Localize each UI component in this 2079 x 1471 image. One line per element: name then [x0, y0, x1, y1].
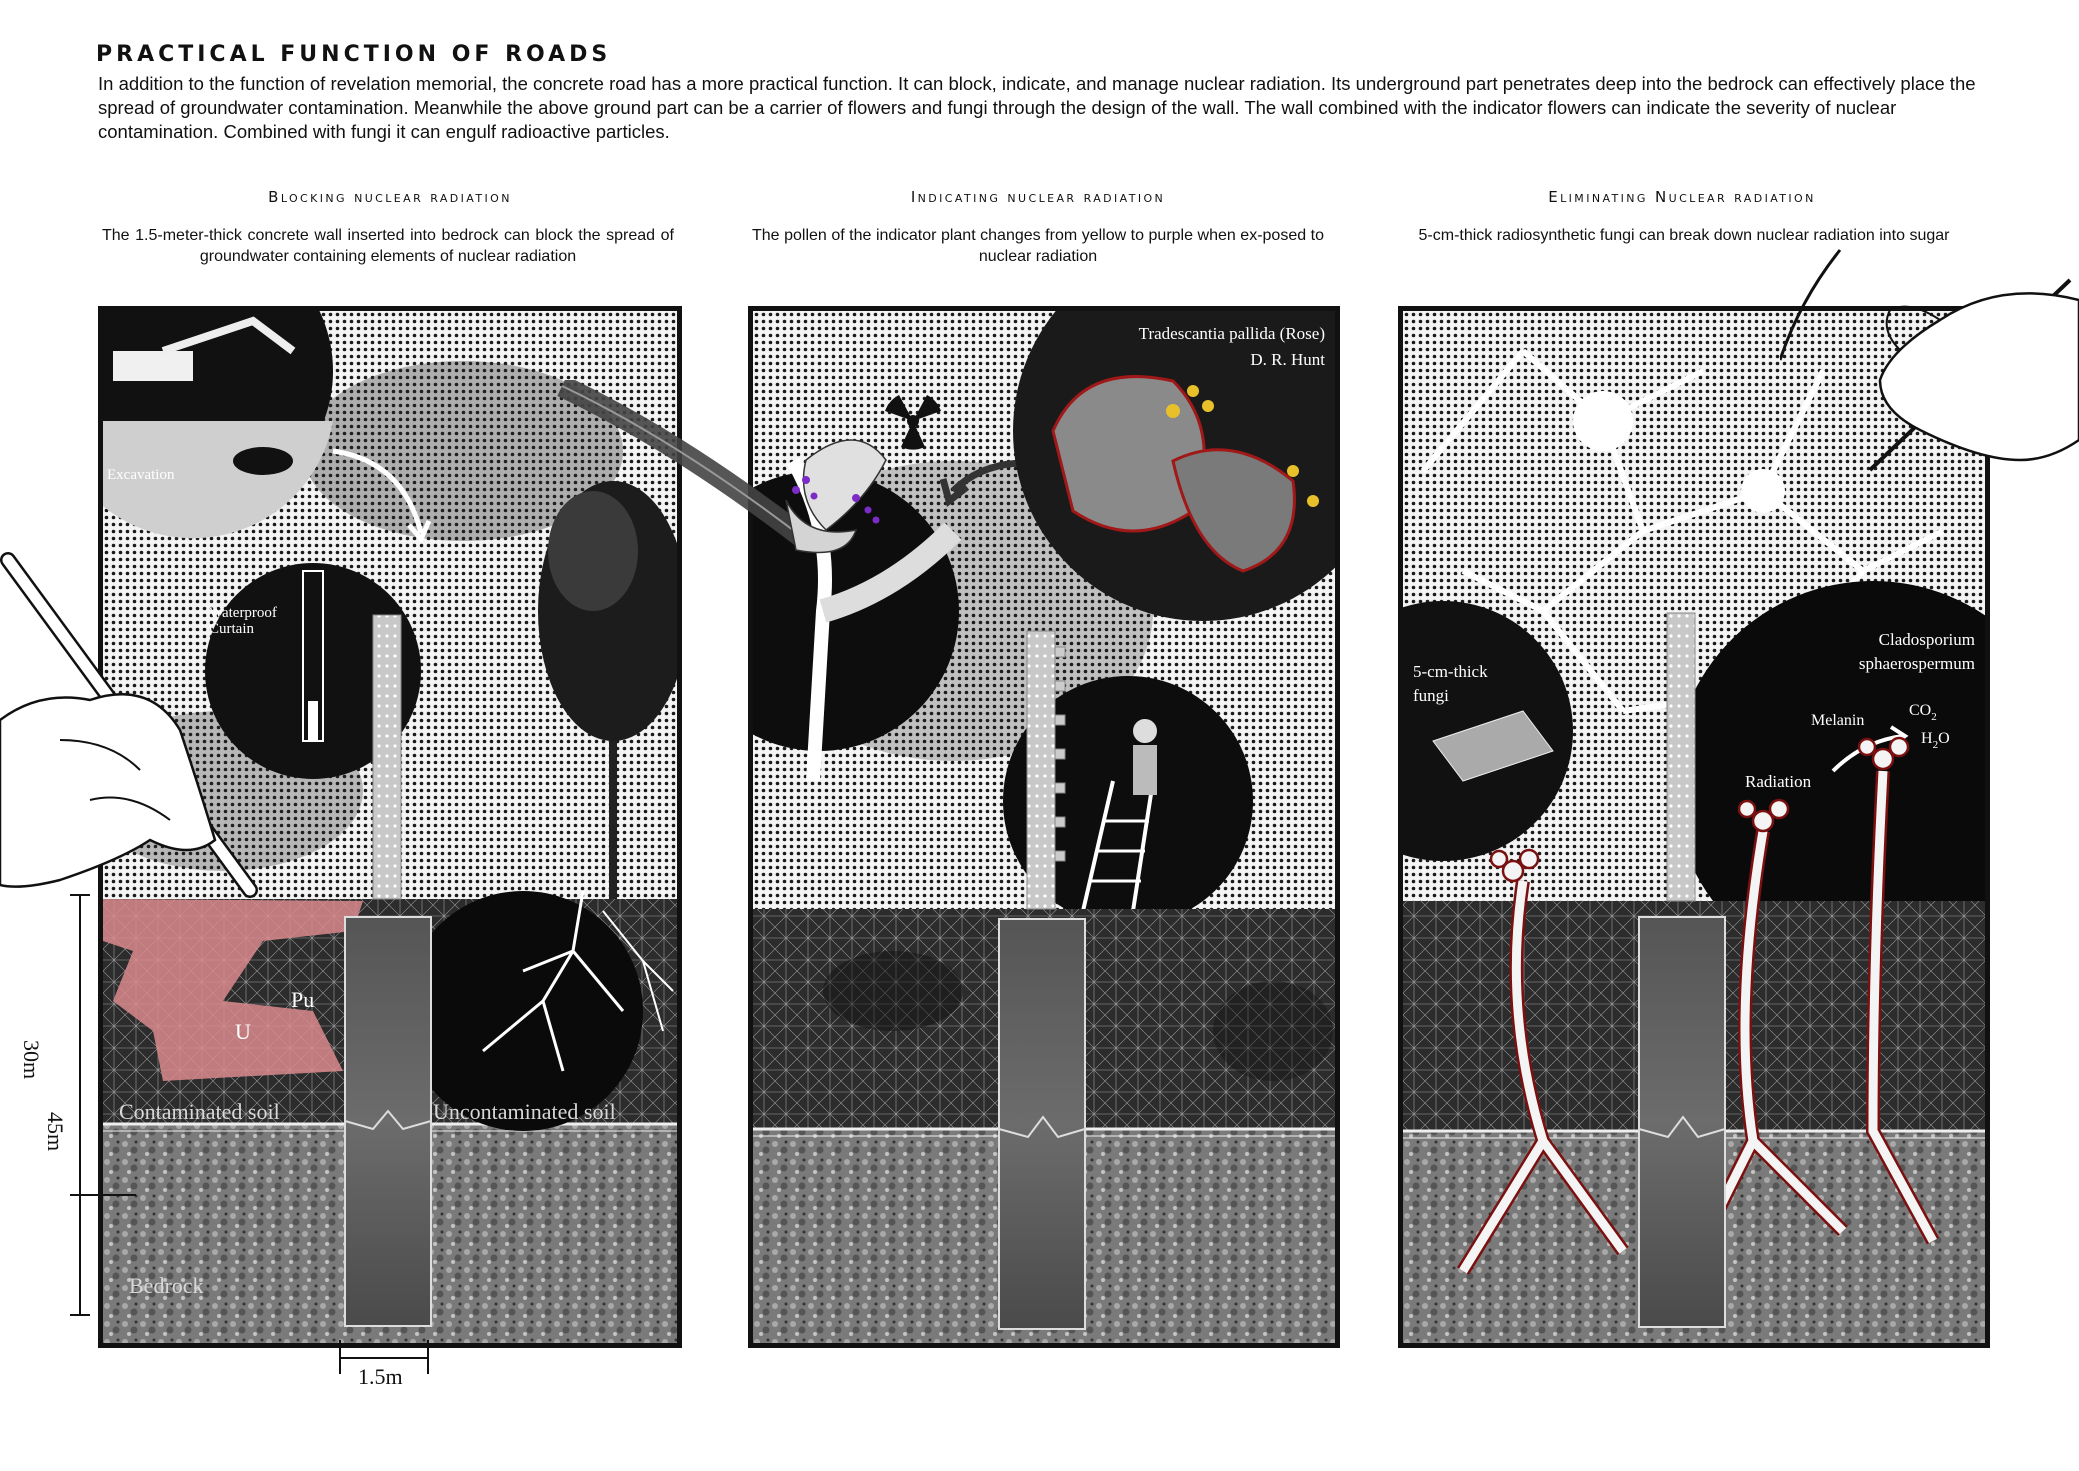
- page-title: PRACTICAL FUNCTION OF ROADS: [96, 42, 612, 67]
- h2o-label: $H_2O$: [1921, 730, 1950, 751]
- pu-label: Pu: [291, 987, 315, 1012]
- bedrock-label: Bedrock: [129, 1273, 204, 1298]
- co2-label: $CO_2$: [1909, 702, 1937, 723]
- fungi-label-1: 5-cm-thick: [1413, 662, 1488, 681]
- panel-2-heading: Indicating nuclear radiation: [910, 188, 1166, 206]
- contaminated-soil-label: Contaminated soil: [119, 1099, 280, 1124]
- species-label-2: sphaerospermum: [1858, 654, 1975, 673]
- species-label-1: Cladosporium: [1878, 630, 1975, 649]
- panel-2-description: The pollen of the indicator plant changes from yellow to purple when ex-posed to nuclear radiation: [752, 227, 1324, 265]
- radiation-label: Radiation: [1745, 772, 1812, 791]
- depth-30-label: 30m: [19, 1040, 44, 1080]
- depth-dimension: [56, 890, 136, 1320]
- fungi-label-2: fungi: [1413, 686, 1449, 705]
- panel-3-description: 5-cm-thick radiosynthetic fungi can break down nuclear radiation into sugar: [1418, 227, 1950, 244]
- hand-with-tweezers-illustration: [1780, 240, 2079, 530]
- panel-1-heading: Blocking nuclear radiation: [268, 188, 512, 206]
- panel-1-description: The 1.5-meter-thick concrete wall inserted into bedrock can block the spread of groundwater containing elements of nuclear radiation: [102, 227, 674, 265]
- excavation-label: Excavation: [107, 467, 175, 483]
- width-label: 1.5m: [358, 1364, 403, 1389]
- uncontaminated-soil-label: Uncontaminated soil: [433, 1099, 616, 1124]
- plant-name-line-1: Tradescantia pallida (Rose): [1138, 324, 1325, 343]
- panel-3-heading: Eliminating Nuclear radiation: [1548, 188, 1816, 206]
- waterproof-label-2: Curtain: [209, 621, 254, 637]
- intro-paragraph: In addition to the function of revelation memorial, the concrete road has a more practical function. It can block, indicate, and manage nuclear radiation. Its underground part penetrates deep into the bedrock can effectively place the spread of groundwater contamination. Meanwhile the above ground part can be a carrier of flowers and fungi through the design of the wall. The wall combined with the indicator flowers can indicate the severity of nuclear contamination. Combined with fungi it can engulf radioactive particles.: [98, 73, 1976, 142]
- u-label: U: [235, 1019, 251, 1044]
- depth-45-label: 45m: [43, 1112, 68, 1152]
- waterproof-label-1: Waterproof: [209, 605, 277, 621]
- melanin-label: Melanin: [1811, 712, 1865, 729]
- indicator-flower-illustration: [556, 380, 916, 610]
- hand-with-pen-illustration: [0, 540, 270, 910]
- plant-name-line-2: D. R. Hunt: [1250, 350, 1325, 369]
